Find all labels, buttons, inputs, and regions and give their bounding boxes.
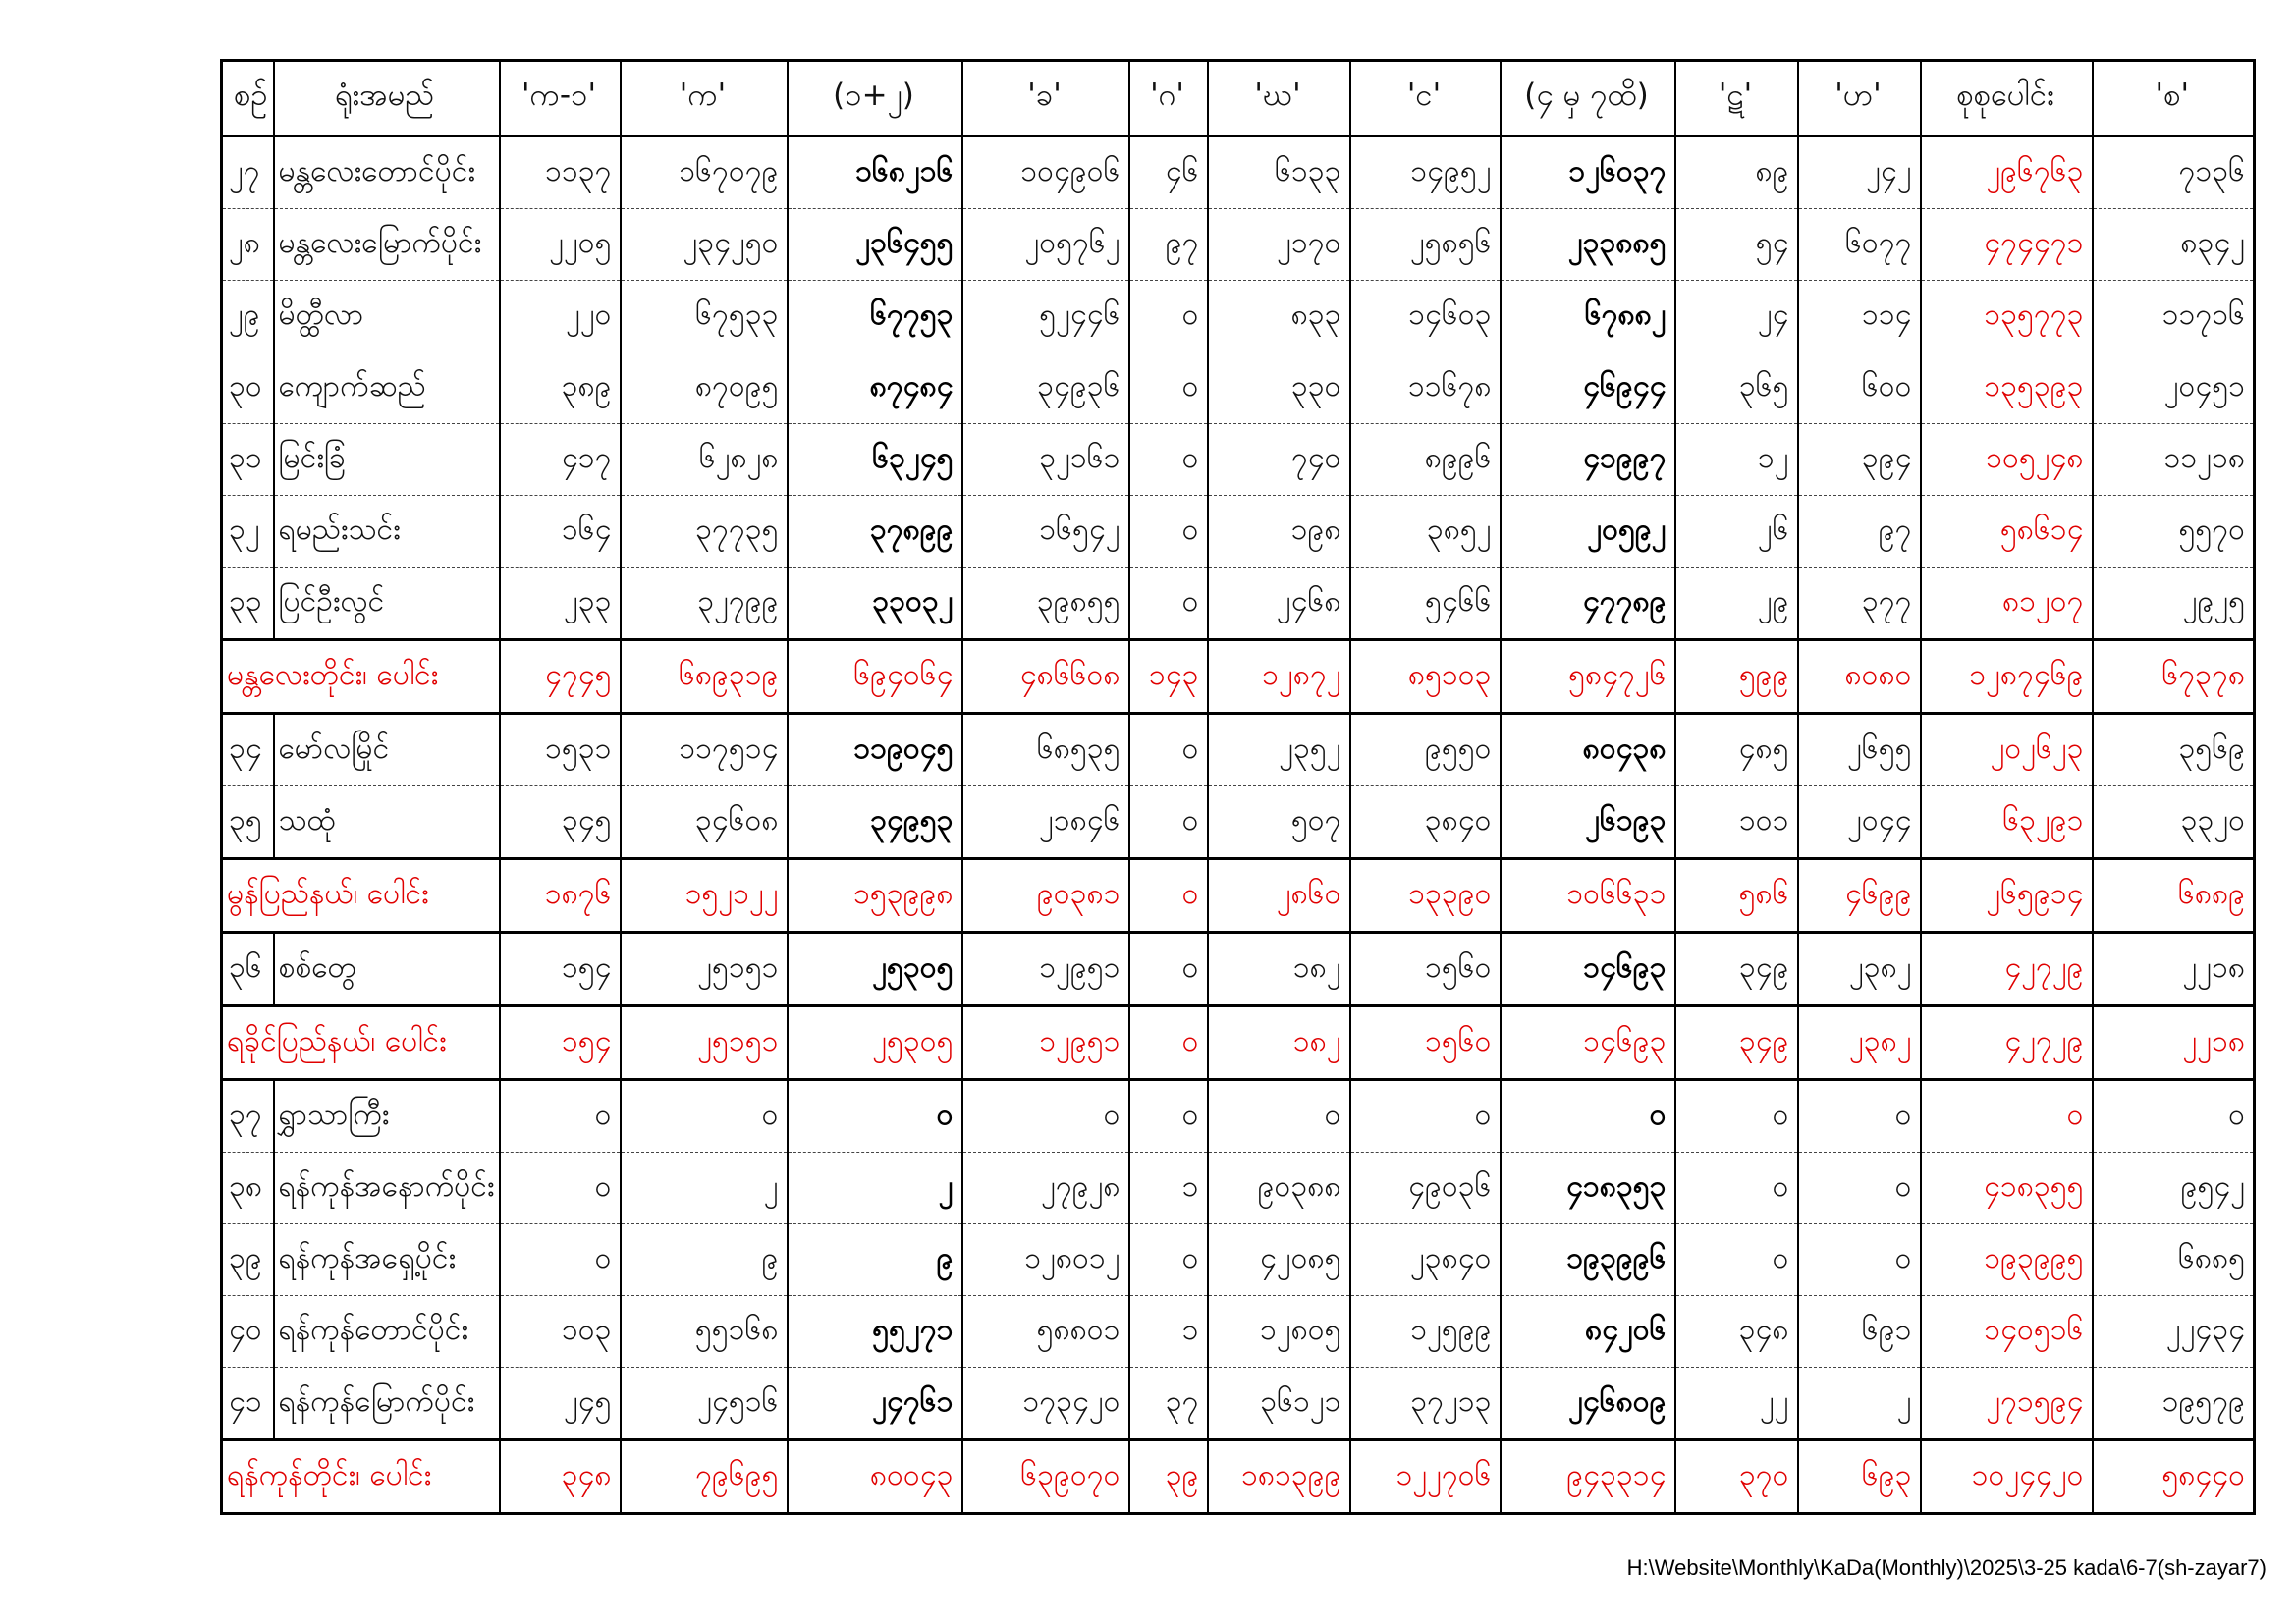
value-cell: ၀ xyxy=(962,1080,1129,1153)
value-cell: ၁၃၅၃၉၃ xyxy=(1921,352,2093,424)
value-cell: ၉ xyxy=(621,1224,788,1296)
office-name: စစ်တွေ xyxy=(274,933,500,1006)
total-label: ရခိုင်ပြည်နယ်၊ ပေါင်း xyxy=(222,1006,500,1080)
value-cell: ၀ xyxy=(1208,1080,1350,1153)
value-cell: ၁၈၁၃၉၉ xyxy=(1208,1440,1350,1514)
value-cell: ၄၂၀၈၅ xyxy=(1208,1224,1350,1296)
value-cell: ၃၈၅၂ xyxy=(1350,496,1501,568)
value-cell: ၂၂၀ xyxy=(500,281,621,352)
value-cell: ၂၄ xyxy=(1675,281,1798,352)
value-cell: ၆၇၈၈၂ xyxy=(1501,281,1675,352)
value-cell: ၄၇၄၅ xyxy=(500,640,621,714)
value-cell: ၆၃၂၉၁ xyxy=(1921,786,2093,859)
value-cell: ၀ xyxy=(1129,933,1208,1006)
value-cell: ၇၉၆၉၅ xyxy=(621,1440,788,1514)
value-cell: ၂၆ xyxy=(1675,496,1798,568)
value-cell: ၃၄၆၀၈ xyxy=(621,786,788,859)
value-cell: ၆၀၇၇ xyxy=(1798,209,1921,281)
value-cell: ၀ xyxy=(1350,1080,1501,1153)
value-cell: ၂၃၅၂ xyxy=(1208,714,1350,786)
value-cell: ၀ xyxy=(1129,1224,1208,1296)
table-row xyxy=(222,496,2255,568)
value-cell: ၃၇ xyxy=(1129,1368,1208,1440)
value-cell: ၄၁၈၃၅၅ xyxy=(1921,1153,2093,1224)
value-cell: ၅၄၆၆ xyxy=(1350,568,1501,640)
value-cell: ၂၀၄၅၁ xyxy=(2093,352,2255,424)
value-cell: ၂၁၇၀ xyxy=(1208,209,1350,281)
value-cell: ၄၇၄၄၇၁ xyxy=(1921,209,2093,281)
value-cell: ၁ xyxy=(1129,1296,1208,1368)
value-cell: ၂၃၆၄၅၅ xyxy=(788,209,962,281)
value-cell: ၈၃၄၂ xyxy=(2093,209,2255,281)
value-cell: ၆၈၈၉ xyxy=(2093,859,2255,933)
value-cell: ၆၉၃ xyxy=(1798,1440,1921,1514)
value-cell: ၄၈၅ xyxy=(1675,714,1798,786)
value-cell: ၂၄၅ xyxy=(500,1368,621,1440)
value-cell: ၁၁၆၇၈ xyxy=(1350,352,1501,424)
value-cell: ၆၂၈၂၈ xyxy=(621,424,788,496)
column-header: 'က' xyxy=(621,61,788,136)
value-cell: ၈၃၃ xyxy=(1208,281,1350,352)
office-name: ရန်ကုန်အနောက်ပိုင်း xyxy=(274,1153,500,1224)
value-cell: ၀ xyxy=(1921,1080,2093,1153)
column-header: စုစုပေါင်း xyxy=(1921,61,2093,136)
value-cell: ၉ xyxy=(788,1224,962,1296)
column-header: 'င' xyxy=(1350,61,1501,136)
value-cell: ၀ xyxy=(1798,1153,1921,1224)
value-cell: ၁၀၁ xyxy=(1675,786,1798,859)
value-cell: ၃၄၅ xyxy=(500,786,621,859)
value-cell: ၅၂၄၄၆ xyxy=(962,281,1129,352)
value-cell: ၁၉၈ xyxy=(1208,496,1350,568)
value-cell: ၂၄၆၈ xyxy=(1208,568,1350,640)
value-cell: ၁၇၃၄၂၀ xyxy=(962,1368,1129,1440)
value-cell: ၅၄ xyxy=(1675,209,1798,281)
value-cell: ၂၅၁၅၁ xyxy=(621,1006,788,1080)
value-cell: ၂၃၈၂ xyxy=(1798,933,1921,1006)
value-cell: ၁၃၃၉၀ xyxy=(1350,859,1501,933)
value-cell: ၃၄၈ xyxy=(1675,1296,1798,1368)
value-cell: ၁၂၂၇၀၆ xyxy=(1350,1440,1501,1514)
value-cell: ၆၃၂၄၅ xyxy=(788,424,962,496)
value-cell: ၂၄၂ xyxy=(1798,136,1921,209)
column-header: 'ဋ' xyxy=(1675,61,1798,136)
value-cell: ၃၄၉ xyxy=(1675,933,1798,1006)
office-name: ရန်ကုန်တောင်ပိုင်း xyxy=(274,1296,500,1368)
value-cell: ၉၄၃၃၁၄ xyxy=(1501,1440,1675,1514)
column-header: (၁+၂) xyxy=(788,61,962,136)
value-cell: ၈၇၀၉၅ xyxy=(621,352,788,424)
column-header: စဉ် xyxy=(222,61,274,136)
column-header: 'ဂ' xyxy=(1129,61,1208,136)
value-cell: ၁၂၈၀၅ xyxy=(1208,1296,1350,1368)
office-name: သထုံ xyxy=(274,786,500,859)
value-cell: ၂၃၃၈၈၅ xyxy=(1501,209,1675,281)
value-cell: ၂၇၉၂၈ xyxy=(962,1153,1129,1224)
table-row xyxy=(222,209,2255,281)
table-row xyxy=(222,424,2255,496)
value-cell: ၁၅၆၀ xyxy=(1350,1006,1501,1080)
value-cell: ၇၄၀ xyxy=(1208,424,1350,496)
value-cell: ၂၄၇၆၁ xyxy=(788,1368,962,1440)
table-row xyxy=(222,136,2255,209)
value-cell: ၂၀၂၆၂၃ xyxy=(1921,714,2093,786)
value-cell: ၂၂၀၅ xyxy=(500,209,621,281)
value-cell: ၁၂၈၇၄၆၉ xyxy=(1921,640,2093,714)
column-header: 'စ' xyxy=(2093,61,2255,136)
row-number: ၃၂ xyxy=(222,496,274,568)
value-cell: ၉၀၃၈၁ xyxy=(962,859,1129,933)
value-cell: ၈၀၄၃၈ xyxy=(1501,714,1675,786)
value-cell: ၀ xyxy=(1129,714,1208,786)
value-cell: ၄၂၇၂၉ xyxy=(1921,1006,2093,1080)
row-number: ၃၀ xyxy=(222,352,274,424)
row-number: ၂၇ xyxy=(222,136,274,209)
value-cell: ၄၆၉၉ xyxy=(1798,859,1921,933)
value-cell: ၁၂၈၇၂ xyxy=(1208,640,1350,714)
value-cell: ၁၉၅၇၉ xyxy=(2093,1368,2255,1440)
value-cell: ၄၆၉၄၄ xyxy=(1501,352,1675,424)
value-cell: ၂ xyxy=(1798,1368,1921,1440)
value-cell: ၆၈၅၃၅ xyxy=(962,714,1129,786)
value-cell: ၁၅၂၁၂၂ xyxy=(621,859,788,933)
column-header: (၄ မှ ၇ထိ) xyxy=(1501,61,1675,136)
row-number: ၂၉ xyxy=(222,281,274,352)
value-cell: ၈၅၁၀၃ xyxy=(1350,640,1501,714)
value-cell: ၃၇၇ xyxy=(1798,568,1921,640)
value-cell: ၂၂၁၈ xyxy=(2093,933,2255,1006)
value-cell: ၅၈၄၇၂၆ xyxy=(1501,640,1675,714)
table-row xyxy=(222,1368,2255,1440)
value-cell: ၈၄၂၀၆ xyxy=(1501,1296,1675,1368)
table-row xyxy=(222,1224,2255,1296)
row-number: ၃၁ xyxy=(222,424,274,496)
table-row xyxy=(222,1296,2255,1368)
office-name: ရွှာသာကြီး xyxy=(274,1080,500,1153)
value-cell: ၁၉၃၉၉၅ xyxy=(1921,1224,2093,1296)
value-cell: ၂၉၆၇၆၃ xyxy=(1921,136,2093,209)
value-cell: ၁၁၄ xyxy=(1798,281,1921,352)
value-cell: ၂၃၄၂၅၀ xyxy=(621,209,788,281)
value-cell: ၂၇၁၅၉၄ xyxy=(1921,1368,2093,1440)
value-cell: ၀ xyxy=(1129,352,1208,424)
value-cell: ၂၉ xyxy=(1675,568,1798,640)
value-cell: ၁၅၄ xyxy=(500,1006,621,1080)
value-cell: ၅၅၁၆၈ xyxy=(621,1296,788,1368)
file-path-footer: H:\Website\Monthly\KaDa(Monthly)\2025\3-25 kada\6-7(sh-zayar7) xyxy=(1626,1555,2267,1580)
value-cell: ၀ xyxy=(1501,1080,1675,1153)
table-row xyxy=(222,568,2255,640)
value-cell: ၉၇ xyxy=(1798,496,1921,568)
value-cell: ၁၀၅၂၄၈ xyxy=(1921,424,2093,496)
value-cell: ၂၂၄၃၄ xyxy=(2093,1296,2255,1368)
value-cell: ၃၆၅ xyxy=(1675,352,1798,424)
value-cell: ၀ xyxy=(500,1153,621,1224)
value-cell: ၄၁၈၃၅၃ xyxy=(1501,1153,1675,1224)
value-cell: ၃၈၉ xyxy=(500,352,621,424)
value-cell: ၁၈၂ xyxy=(1208,1006,1350,1080)
value-cell: ၄၉၀၃၆ xyxy=(1350,1153,1501,1224)
value-cell: ၁၉၃၉၉၆ xyxy=(1501,1224,1675,1296)
value-cell: ၅၅၂၇၁ xyxy=(788,1296,962,1368)
value-cell: ၅၅၇၀ xyxy=(2093,496,2255,568)
total-label: မန္တလေးတိုင်း၊ ပေါင်း xyxy=(222,640,500,714)
value-cell: ၁၈၂ xyxy=(1208,933,1350,1006)
value-cell: ၀ xyxy=(1798,1224,1921,1296)
value-cell: ၂၀၅၉၂ xyxy=(1501,496,1675,568)
value-cell: ၈၇၄၈၄ xyxy=(788,352,962,424)
value-cell: ၃၇၂၁၃ xyxy=(1350,1368,1501,1440)
value-cell: ၀ xyxy=(788,1080,962,1153)
value-cell: ၀ xyxy=(500,1080,621,1153)
value-cell: ၀ xyxy=(1675,1153,1798,1224)
value-cell: ၀ xyxy=(1675,1224,1798,1296)
value-cell: ၂၂ xyxy=(1675,1368,1798,1440)
value-cell: ၃၂၁၆၁ xyxy=(962,424,1129,496)
value-cell: ၁၁၂၁၈ xyxy=(2093,424,2255,496)
value-cell: ၁၄၃ xyxy=(1129,640,1208,714)
value-cell: ၁၁၇၁၆ xyxy=(2093,281,2255,352)
value-cell: ၁၆၇၀၇၉ xyxy=(621,136,788,209)
value-cell: ၁၈၇၆ xyxy=(500,859,621,933)
value-cell: ၃၅၆၉ xyxy=(2093,714,2255,786)
total-row xyxy=(222,1440,2255,1514)
value-cell: ၁၂၅၉၉ xyxy=(1350,1296,1501,1368)
value-cell: ၆၉၄၀၆၄ xyxy=(788,640,962,714)
value-cell: ၄၁၉၉၇ xyxy=(1501,424,1675,496)
value-cell: ၅၀၇ xyxy=(1208,786,1350,859)
office-name: မိတ္ထီလာ xyxy=(274,281,500,352)
office-name: မော်လမြိုင် xyxy=(274,714,500,786)
value-cell: ၀ xyxy=(621,1080,788,1153)
value-cell: ၁၄၉၅၂ xyxy=(1350,136,1501,209)
value-cell: ၁၅၄ xyxy=(500,933,621,1006)
table-row xyxy=(222,1153,2255,1224)
row-number: ၄၁ xyxy=(222,1368,274,1440)
column-header: 'ခ' xyxy=(962,61,1129,136)
value-cell: ၄၇၇၈၉ xyxy=(1501,568,1675,640)
value-cell: ၆၇၇၅၃ xyxy=(788,281,962,352)
value-cell: ၂၃၈၄၀ xyxy=(1350,1224,1501,1296)
value-cell: ၃၉၈၅၅ xyxy=(962,568,1129,640)
value-cell: ၂၉၂၅ xyxy=(2093,568,2255,640)
value-cell: ၃၄၈ xyxy=(500,1440,621,1514)
column-header: 'က-၁' xyxy=(500,61,621,136)
column-header: ရုံးအမည် xyxy=(274,61,500,136)
value-cell: ၆၈၈၅ xyxy=(2093,1224,2255,1296)
value-cell: ၁၁၇၅၁၄ xyxy=(621,714,788,786)
value-cell: ၃၇၈၉၉ xyxy=(788,496,962,568)
value-cell: ၅၈၆ xyxy=(1675,859,1798,933)
value-cell: ၂၄၆၈၀၉ xyxy=(1501,1368,1675,1440)
value-cell: ၂၅၈၅၆ xyxy=(1350,209,1501,281)
row-number: ၃၅ xyxy=(222,786,274,859)
value-cell: ၃၇၇၃၅ xyxy=(621,496,788,568)
value-cell: ၁၁၃၇ xyxy=(500,136,621,209)
value-cell: ၁၂ xyxy=(1675,424,1798,496)
value-cell: ၈၀၀၄၃ xyxy=(788,1440,962,1514)
value-cell: ၀ xyxy=(1129,496,1208,568)
office-name: မန္တလေးမြောက်ပိုင်း xyxy=(274,209,500,281)
value-cell: ၃၉ xyxy=(1129,1440,1208,1514)
value-cell: ၂၃၈၂ xyxy=(1798,1006,1921,1080)
value-cell: ၅၉၉ xyxy=(1675,640,1798,714)
value-cell: ၁၀၂၄၄၂၀ xyxy=(1921,1440,2093,1514)
row-number: ၃၆ xyxy=(222,933,274,1006)
office-name: ရမည်းသင်း xyxy=(274,496,500,568)
value-cell: ၂၃၃ xyxy=(500,568,621,640)
value-cell: ၁၀၄၉၀၆ xyxy=(962,136,1129,209)
value-cell: ၂၀၄၄ xyxy=(1798,786,1921,859)
statistics-table xyxy=(220,59,2256,1515)
value-cell: ၂ xyxy=(621,1153,788,1224)
value-cell: ၂၅၃၀၅ xyxy=(788,933,962,1006)
value-cell: ၃၆၁၂၁ xyxy=(1208,1368,1350,1440)
value-cell: ၂၆၅၉၁၄ xyxy=(1921,859,2093,933)
value-cell: ၀ xyxy=(1129,1080,1208,1153)
value-cell: ၂၆၅၅ xyxy=(1798,714,1921,786)
value-cell: ၁၁၉၀၄၅ xyxy=(788,714,962,786)
row-number: ၃၈ xyxy=(222,1153,274,1224)
total-row xyxy=(222,640,2255,714)
value-cell: ၃၃၂၀ xyxy=(2093,786,2255,859)
value-cell: ၀ xyxy=(1129,568,1208,640)
total-row xyxy=(222,1006,2255,1080)
value-cell: ၆၃၉၀၇၀ xyxy=(962,1440,1129,1514)
value-cell: ၁၄၀၅၁၆ xyxy=(1921,1296,2093,1368)
value-cell: ၆၉၁ xyxy=(1798,1296,1921,1368)
table-row xyxy=(222,352,2255,424)
value-cell: ၁၅၆၀ xyxy=(1350,933,1501,1006)
row-number: ၂၈ xyxy=(222,209,274,281)
value-cell: ၁၀၆၆၃၁ xyxy=(1501,859,1675,933)
row-number: ၃၉ xyxy=(222,1224,274,1296)
value-cell: ၄၁၇ xyxy=(500,424,621,496)
value-cell: ၃၄၉၃၆ xyxy=(962,352,1129,424)
value-cell: ၀ xyxy=(1129,424,1208,496)
column-header: 'ဟ' xyxy=(1798,61,1921,136)
value-cell: ၃၄၉ xyxy=(1675,1006,1798,1080)
value-cell: ၁၂၉၅၁ xyxy=(962,933,1129,1006)
value-cell: ၀ xyxy=(1798,1080,1921,1153)
value-cell: ၄၆ xyxy=(1129,136,1208,209)
header-row xyxy=(222,61,2255,136)
row-number: ၃၄ xyxy=(222,714,274,786)
table-row xyxy=(222,786,2255,859)
total-row xyxy=(222,859,2255,933)
office-name: ရန်ကုန်မြောက်ပိုင်း xyxy=(274,1368,500,1440)
value-cell: ၂၄၅၁၆ xyxy=(621,1368,788,1440)
value-cell: ၃၃၀ xyxy=(1208,352,1350,424)
value-cell: ၃၉၄ xyxy=(1798,424,1921,496)
table-row xyxy=(222,714,2255,786)
row-number: ၃၇ xyxy=(222,1080,274,1153)
value-cell: ၀ xyxy=(500,1224,621,1296)
value-cell: ၈၁၂၀၇ xyxy=(1921,568,2093,640)
value-cell: ၂၅၃၀၅ xyxy=(788,1006,962,1080)
value-cell: ၁၆၈၂၁၆ xyxy=(788,136,962,209)
value-cell: ၅၈၆၁၄ xyxy=(1921,496,2093,568)
value-cell: ၃၄၉၅၃ xyxy=(788,786,962,859)
value-cell: ၀ xyxy=(1129,281,1208,352)
value-cell: ၂၅၁၅၁ xyxy=(621,933,788,1006)
value-cell: ၅၈၈၀၁ xyxy=(962,1296,1129,1368)
value-cell: ၉၅၄၂ xyxy=(2093,1153,2255,1224)
value-cell: ၁၄၆၉၃ xyxy=(1501,933,1675,1006)
value-cell: ၀ xyxy=(1675,1080,1798,1153)
table-row xyxy=(222,1080,2255,1153)
office-name: ပြင်ဦးလွင် xyxy=(274,568,500,640)
value-cell: ၁၂၆၀၃၇ xyxy=(1501,136,1675,209)
value-cell: ၁၃၅၇၇၃ xyxy=(1921,281,2093,352)
value-cell: ၁၂၈၀၁၂ xyxy=(962,1224,1129,1296)
value-cell: ၁၆၄ xyxy=(500,496,621,568)
office-name: မန္တလေးတောင်ပိုင်း xyxy=(274,136,500,209)
row-number: ၃၃ xyxy=(222,568,274,640)
total-label: မွန်ပြည်နယ်၊ ပေါင်း xyxy=(222,859,500,933)
value-cell: ၁၂၉၅၁ xyxy=(962,1006,1129,1080)
value-cell: ၁၄၆၀၃ xyxy=(1350,281,1501,352)
value-cell: ၇၁၃၆ xyxy=(2093,136,2255,209)
value-cell: ၃၂၇၉၉ xyxy=(621,568,788,640)
value-cell: ၁၅၃၁ xyxy=(500,714,621,786)
value-cell: ၂၁၈၄၆ xyxy=(962,786,1129,859)
value-cell: ၁၅၃၉၉၈ xyxy=(788,859,962,933)
value-cell: ၄၈၆၆၀၈ xyxy=(962,640,1129,714)
table-row xyxy=(222,933,2255,1006)
value-cell: ၀ xyxy=(1129,1006,1208,1080)
value-cell: ၁၄၆၉၃ xyxy=(1501,1006,1675,1080)
office-name: ကျောက်ဆည် xyxy=(274,352,500,424)
value-cell: ၅၈၄၄၀ xyxy=(2093,1440,2255,1514)
value-cell: ၉၅၅၀ xyxy=(1350,714,1501,786)
value-cell: ၁ xyxy=(1129,1153,1208,1224)
office-name: မြင်းခြံ xyxy=(274,424,500,496)
value-cell: ၂၆၁၉၃ xyxy=(1501,786,1675,859)
value-cell: ၃၇၀ xyxy=(1675,1440,1798,1514)
value-cell: ၀ xyxy=(2093,1080,2255,1153)
column-header: 'ဃ' xyxy=(1208,61,1350,136)
value-cell: ၁၆၅၄၂ xyxy=(962,496,1129,568)
value-cell: ၉၀၃၈၈ xyxy=(1208,1153,1350,1224)
value-cell: ၂၈၆၀ xyxy=(1208,859,1350,933)
row-number: ၄၀ xyxy=(222,1296,274,1368)
value-cell: ၆၁၃၃ xyxy=(1208,136,1350,209)
value-cell: ၃၃၀၃၂ xyxy=(788,568,962,640)
value-cell: ၄၂၇၂၉ xyxy=(1921,933,2093,1006)
value-cell: ၆၈၉၃၁၉ xyxy=(621,640,788,714)
value-cell: ၂ xyxy=(788,1153,962,1224)
value-cell: ၆၇၃၇၈ xyxy=(2093,640,2255,714)
value-cell: ၁၀၃ xyxy=(500,1296,621,1368)
value-cell: ၆၀၀ xyxy=(1798,352,1921,424)
office-name: ရန်ကုန်အရှေ့ပိုင်း xyxy=(274,1224,500,1296)
value-cell: ၀ xyxy=(1129,859,1208,933)
table-row xyxy=(222,281,2255,352)
value-cell: ၉၇ xyxy=(1129,209,1208,281)
total-label: ရန်ကုန်တိုင်း၊ ပေါင်း xyxy=(222,1440,500,1514)
value-cell: ၆၇၅၃၃ xyxy=(621,281,788,352)
value-cell: ၈၀၈၀ xyxy=(1798,640,1921,714)
value-cell: ၈၉၉၆ xyxy=(1350,424,1501,496)
value-cell: ၀ xyxy=(1129,786,1208,859)
value-cell: ၈၉ xyxy=(1675,136,1798,209)
value-cell: ၂၀၅၇၆၂ xyxy=(962,209,1129,281)
value-cell: ၂၂၁၈ xyxy=(2093,1006,2255,1080)
value-cell: ၃၈၄၀ xyxy=(1350,786,1501,859)
